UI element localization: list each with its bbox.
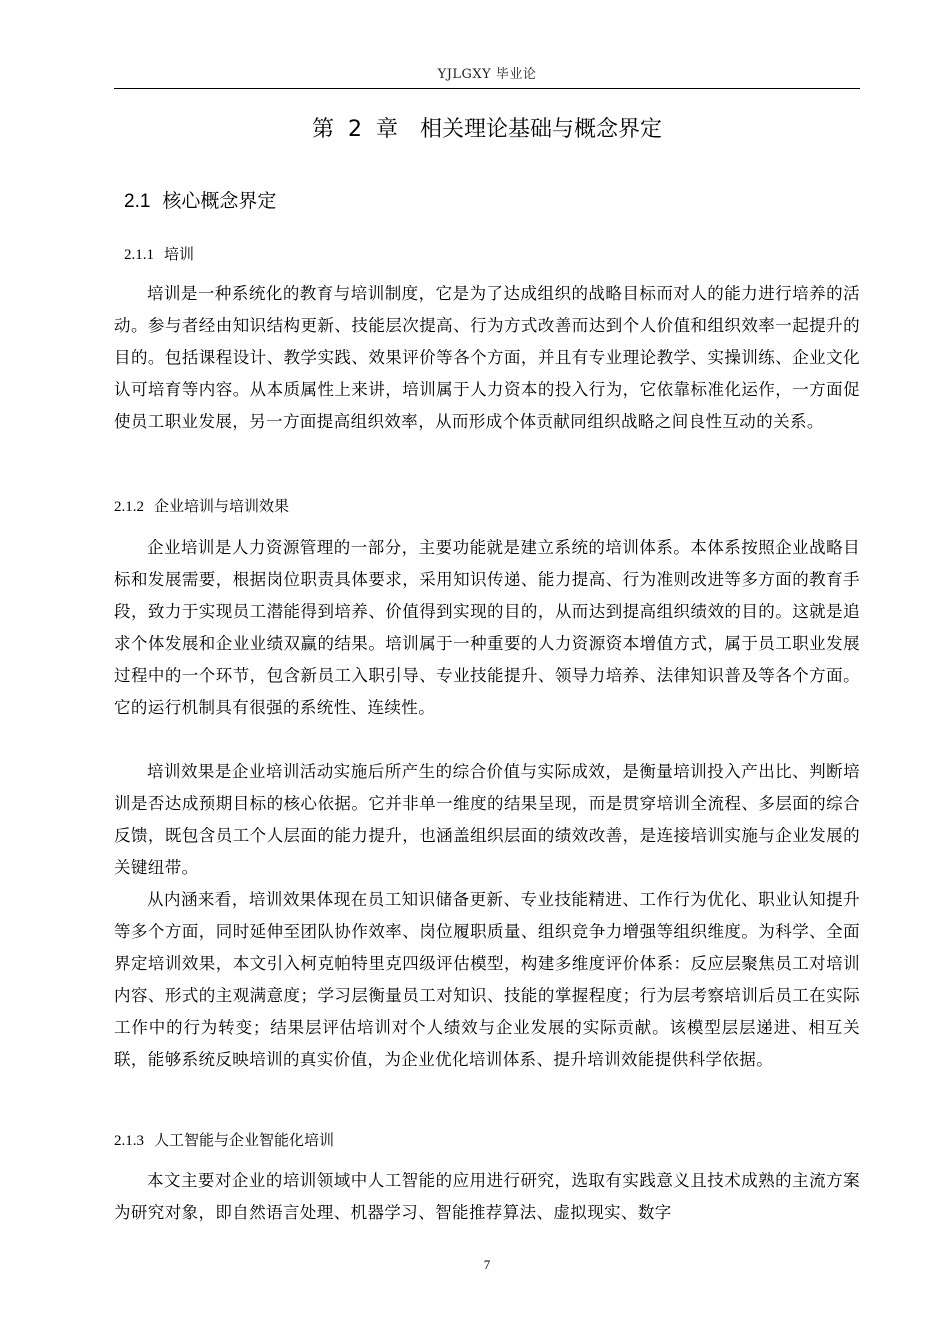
subsection-title: 人工智能与企业智能化培训 xyxy=(154,1131,335,1149)
chapter-label-suffix: 章 xyxy=(375,117,398,142)
subsection-heading xyxy=(124,241,194,268)
subsection-number: 2.1.2 xyxy=(114,499,144,515)
chapter-title-text: 相关理论基础与概念界定 xyxy=(420,117,663,142)
subsection-title: 企业培训与培训效果 xyxy=(154,497,290,515)
section-heading xyxy=(124,186,276,217)
subsection-title: 培训 xyxy=(164,245,195,263)
subsection-number: 2.1.3 xyxy=(114,1133,144,1149)
paragraph: 企业培训是人力资源管理的一部分，主要功能就是建立系统的培训体系。本体系按照企业战略目标和发展需要，根据岗位职责具体要求，采用知识传递、能力提高、行为准则改进等多方面的教育手段，致力于实现员工潜能得到培养、价值得到实现的目的，从而达到提高组织绩效的目的。这就是追求个体发展和企业业绩双赢的结果。培训属于一种重要的人力资源资本增值方式，属于员工职业发展过程中的一个环节，包含新员工入职引导、专业技能提升、领导力培养、法律知识普及等各个方面。它的运行机制具有很强的系统性、连续性。 xyxy=(114,538,860,717)
subsection-number: 2.1.1 xyxy=(124,247,154,263)
chapter-title xyxy=(114,113,860,147)
running-header: YJLGXY 毕业论 xyxy=(437,67,537,82)
paragraph: 本文主要对企业的培训领域中人工智能的应用进行研究，选取有实践意义且技术成熟的主流方案为研究对象，即自然语言处理、机器学习、智能推荐算法、虚拟现实、数字 xyxy=(114,1171,860,1222)
chapter-number: 2 xyxy=(347,117,362,142)
page-number: 7 xyxy=(483,1257,491,1272)
subsection-heading xyxy=(114,1127,334,1154)
header-rule xyxy=(114,88,860,89)
chapter-label-prefix: 第 xyxy=(311,117,334,142)
paragraph: 培训效果是企业培训活动实施后所产生的综合价值与实际成效，是衡量培训投入产出比、判断培训是否达成预期目标的核心依据。它并非单一维度的结果呈现，而是贯穿培训全流程、多层面的综合反馈，既包含员工个人层面的能力提升，也涵盖组织层面的绩效改善，是连接培训实施与企业发展的关键纽带。 xyxy=(114,762,860,877)
section-number: 2.1 xyxy=(124,191,151,212)
paragraph: 培训是一种系统化的教育与培训制度，它是为了达成组织的战略目标而对人的能力进行培养的活动。参与者经由知识结构更新、技能层次提高、行为方式改善而达到个人价值和组织效率一起提升的目的。包括课程设计、教学实践、效果评价等各个方面，并且有专业理论教学、实操训练、企业文化认可培育等内容。从本质属性上来讲，培训属于人力资本的投入行为，它依靠标准化运作，一方面促使员工职业发展，另一方面提高组织效率，从而形成个体贡献同组织战略之间良性互动的关系。 xyxy=(114,284,860,431)
subsection-heading xyxy=(114,493,289,520)
paragraph: 从内涵来看，培训效果体现在员工知识储备更新、专业技能精进、工作行为优化、职业认知提升等多个方面，同时延伸至团队协作效率、岗位履职质量、组织竞争力增强等组织维度。为科学、全面界定培训效果，本文引入柯克帕特里克四级评估模型，构建多维度评价体系：反应层聚焦员工对培训内容、形式的主观满意度；学习层衡量员工对知识、技能的掌握程度；行为层考察培训后员工在实际工作中的行为转变；结果层评估培训对个人绩效与企业发展的实际贡献。该模型层层递进、相互关联，能够系统反映培训的真实价值，为企业优化培训体系、提升培训效能提供科学依据。 xyxy=(114,890,860,1069)
section-title: 核心概念界定 xyxy=(162,190,277,212)
